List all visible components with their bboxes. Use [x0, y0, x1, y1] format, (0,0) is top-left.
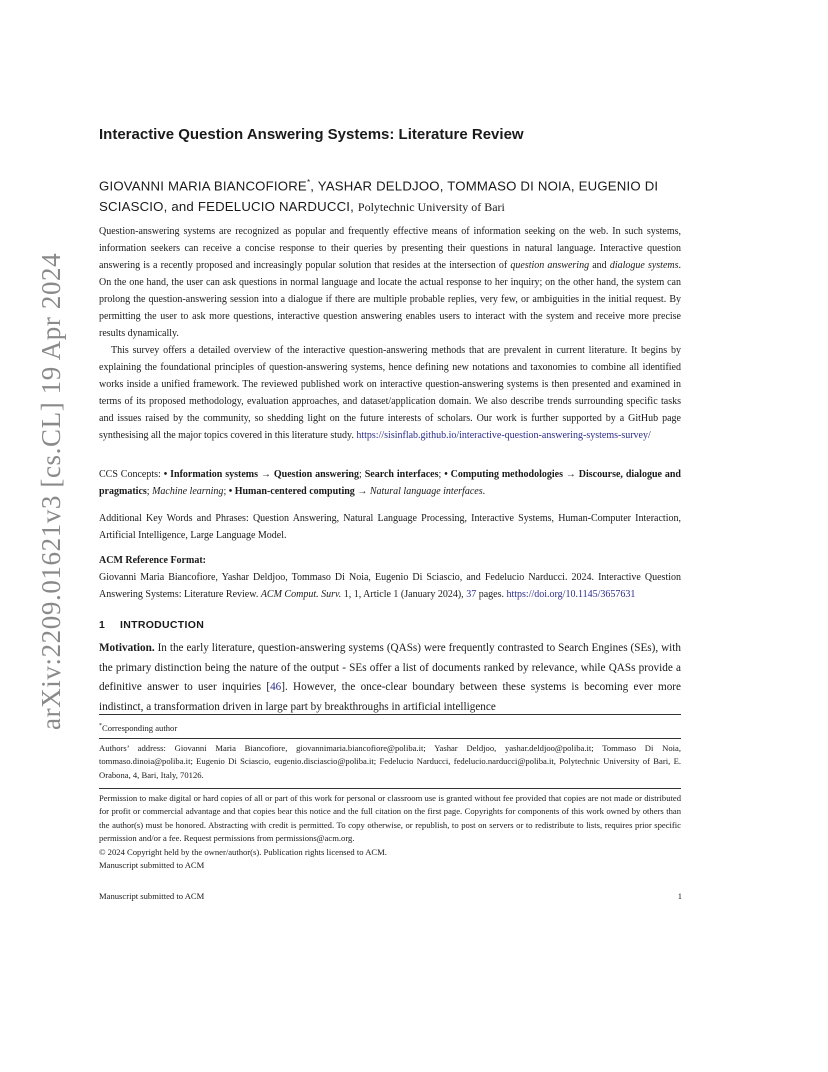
ccs-concept: Natural language interfaces [369, 486, 483, 497]
introduction-paragraph [99, 639, 681, 717]
paper-title: Interactive Question Answering Systems: Literature Review [99, 126, 524, 143]
author-list [99, 172, 681, 218]
ccs-separator: → [354, 486, 370, 497]
footnote-divider [99, 714, 681, 715]
ccs-separator: ; [146, 486, 153, 497]
paragraph-lead: Motivation. [99, 642, 155, 654]
ccs-concept: Search interfaces [364, 469, 439, 480]
reference-text: Giovanni Maria Biancofiore, Yashar Deldjoo, Tommaso Di Noia, Eugenio Di Sciascio, and Fedelucio Narducci. 2024. Interactive Question Answering Systems: Literature Review. [99, 572, 681, 600]
ccs-separator: ; [438, 469, 445, 480]
abstract-paragraph-1 [99, 223, 681, 342]
abstract-paragraph-2 [99, 342, 681, 444]
abstract-text: . On the one hand, the user can ask questions in normal language and locate the actual response to her inquiry; on the other hand, the system can prolong the question-answering session into a dialogue if there are multiple probable replies, very few, or ambiguities in the initial request. By permitting the user to ask more questions, interactive question answering enables users to interact with the system and receive more precise results dynamically. [99, 260, 681, 339]
corresponding-author-footnote [99, 720, 681, 735]
citation-link[interactable]: 46 [270, 681, 282, 693]
page-footer-left: Manuscript submitted to ACM [99, 891, 205, 901]
doi-link[interactable]: https://doi.org/10.1145/3657631 [506, 589, 636, 600]
manuscript-line: Manuscript submitted to ACM [99, 860, 205, 871]
author-affiliation: Polytechnic University of Bari [357, 200, 505, 215]
page-count-link[interactable]: 37 [466, 589, 477, 600]
section-number: 1 [99, 619, 106, 631]
abstract [99, 223, 681, 444]
arxiv-identifier: arXiv:2209.01621v3 [cs.CL] 19 Apr 2024 [36, 252, 66, 730]
abstract-emphasis: dialogue systems [609, 260, 679, 271]
ccs-label: CCS Concepts: [99, 469, 164, 480]
address-divider [99, 738, 681, 739]
github-page-link[interactable]: https://sisinflab.github.io/interactive-question-answering-systems-survey/ [356, 430, 651, 441]
reference-journal: ACM Comput. Surv. [260, 589, 342, 600]
section-title: INTRODUCTION [120, 619, 205, 631]
ccs-concept: • Computing methodologies → Discourse, dialogue and pragmatics [99, 469, 681, 497]
reference-format-text [99, 569, 681, 603]
copyright-line: © 2024 Copyright held by the owner/author(s). Publication rights licensed to ACM. [99, 846, 387, 857]
ccs-concepts [99, 466, 681, 500]
reference-text: pages. [476, 589, 507, 600]
author-names: , YASHAR DELDJOO, TOMMASO DI NOIA, EUGENIO DI SCIASCIO, and FEDELUCIO NARDUCCI, [99, 178, 659, 215]
section-heading [99, 618, 681, 632]
corresponding-author-mark: * [306, 178, 311, 187]
footnote-text: Corresponding author [102, 722, 178, 733]
reference-format-heading: ACM Reference Format: [99, 555, 206, 566]
abstract-text: and [589, 260, 610, 271]
authors-address: Authors’ address: Giovanni Maria Biancofiore, giovannimaria.biancofiore@poliba.it; Yashar Deldjoo, yashar.deldjoo@poliba.it; Tommaso Di Noia, tommaso.dinoia@poliba.it; Eugenio Di Sciascio, eugenio.disciascio@poliba.it; Fedelucio Narducci, fedelucio.narducci@poliba.it, Polytechnic University of Bari, E. Orabona, 4, Bari, Italy, 70126. [99, 743, 681, 780]
ccs-concept: • Information systems → Question answering [163, 469, 359, 480]
keywords: Additional Key Words and Phrases: Question Answering, Natural Language Processing, Interactive Systems, Human-Computer Interaction, Artificial Intelligence, Large Language Model. [99, 513, 681, 541]
ccs-separator: ; [223, 486, 229, 497]
abstract-emphasis: question answering [510, 260, 590, 271]
abstract-text: Question-answering systems are recognized as popular and frequently effective means of information seeking on the web. In such systems, information seekers can receive a concise response to their queries by presenting their questions in natural language. Interactive question answering is a recently proposed and increasingly popular solution that resides at the intersection of [99, 226, 681, 271]
ccs-concept: Machine learning [152, 486, 224, 497]
abstract-text: This survey offers a detailed overview of the interactive question-answering methods that are prevalent in current literature. It begins by explaining the foundational principles of question-answering systems, hence defining new notations and taxonomies to combine all identified works inside a unified framework. The reviewed published work on interactive question-answering systems is then presented and examined in terms of its proposed methodology, evaluation approaches, and dataset/application domain. We also describe trends surrounding specific tasks and issues raised by the community, so shedding light on the future interests of scholars. Our work is further supported by a GitHub page synthesising all the major topics covered in this literature study. [99, 345, 681, 441]
footnote-mark: * [99, 723, 102, 729]
intro-text: ]. However, the once-clear boundary between these systems is becoming ever more indistinct, a transformation driven in large part by breakthroughs in artificial intelligence [99, 681, 681, 713]
permission-notice [99, 792, 681, 872]
intro-text: In the early literature, question-answering systems (QASs) were frequently contrasted to Search Engines (SEs), with the primary distinction being the nature of the output - SEs offer a list of documents ranked by relevance, while QASs provide a definitive answer to user inquiries [ [99, 642, 681, 693]
permission-text: Permission to make digital or hard copies of all or part of this work for personal or classroom use is granted without fee provided that copies are not made or distributed for profit or commercial advantage and that copies bear this notice and the full citation on the first page. Copyrights for components of this work owned by others than the author(s) must be honored. Abstracting with credit is permitted. To copy otherwise, or republish, to post on servers or to redistribute to lists, requires prior specific permission and/or a fee. Request permissions from permissions@acm.org. [99, 793, 681, 844]
ccs-separator: . [482, 486, 486, 497]
permission-divider [99, 788, 681, 789]
ccs-separator: ; [359, 469, 365, 480]
page-number: 1 [677, 891, 682, 901]
author-name-first: GIOVANNI MARIA BIANCOFIORE [99, 178, 307, 194]
reference-text: 1, 1, Article 1 (January 2024), [341, 589, 467, 600]
ccs-concept: • Human-centered computing [228, 486, 355, 497]
